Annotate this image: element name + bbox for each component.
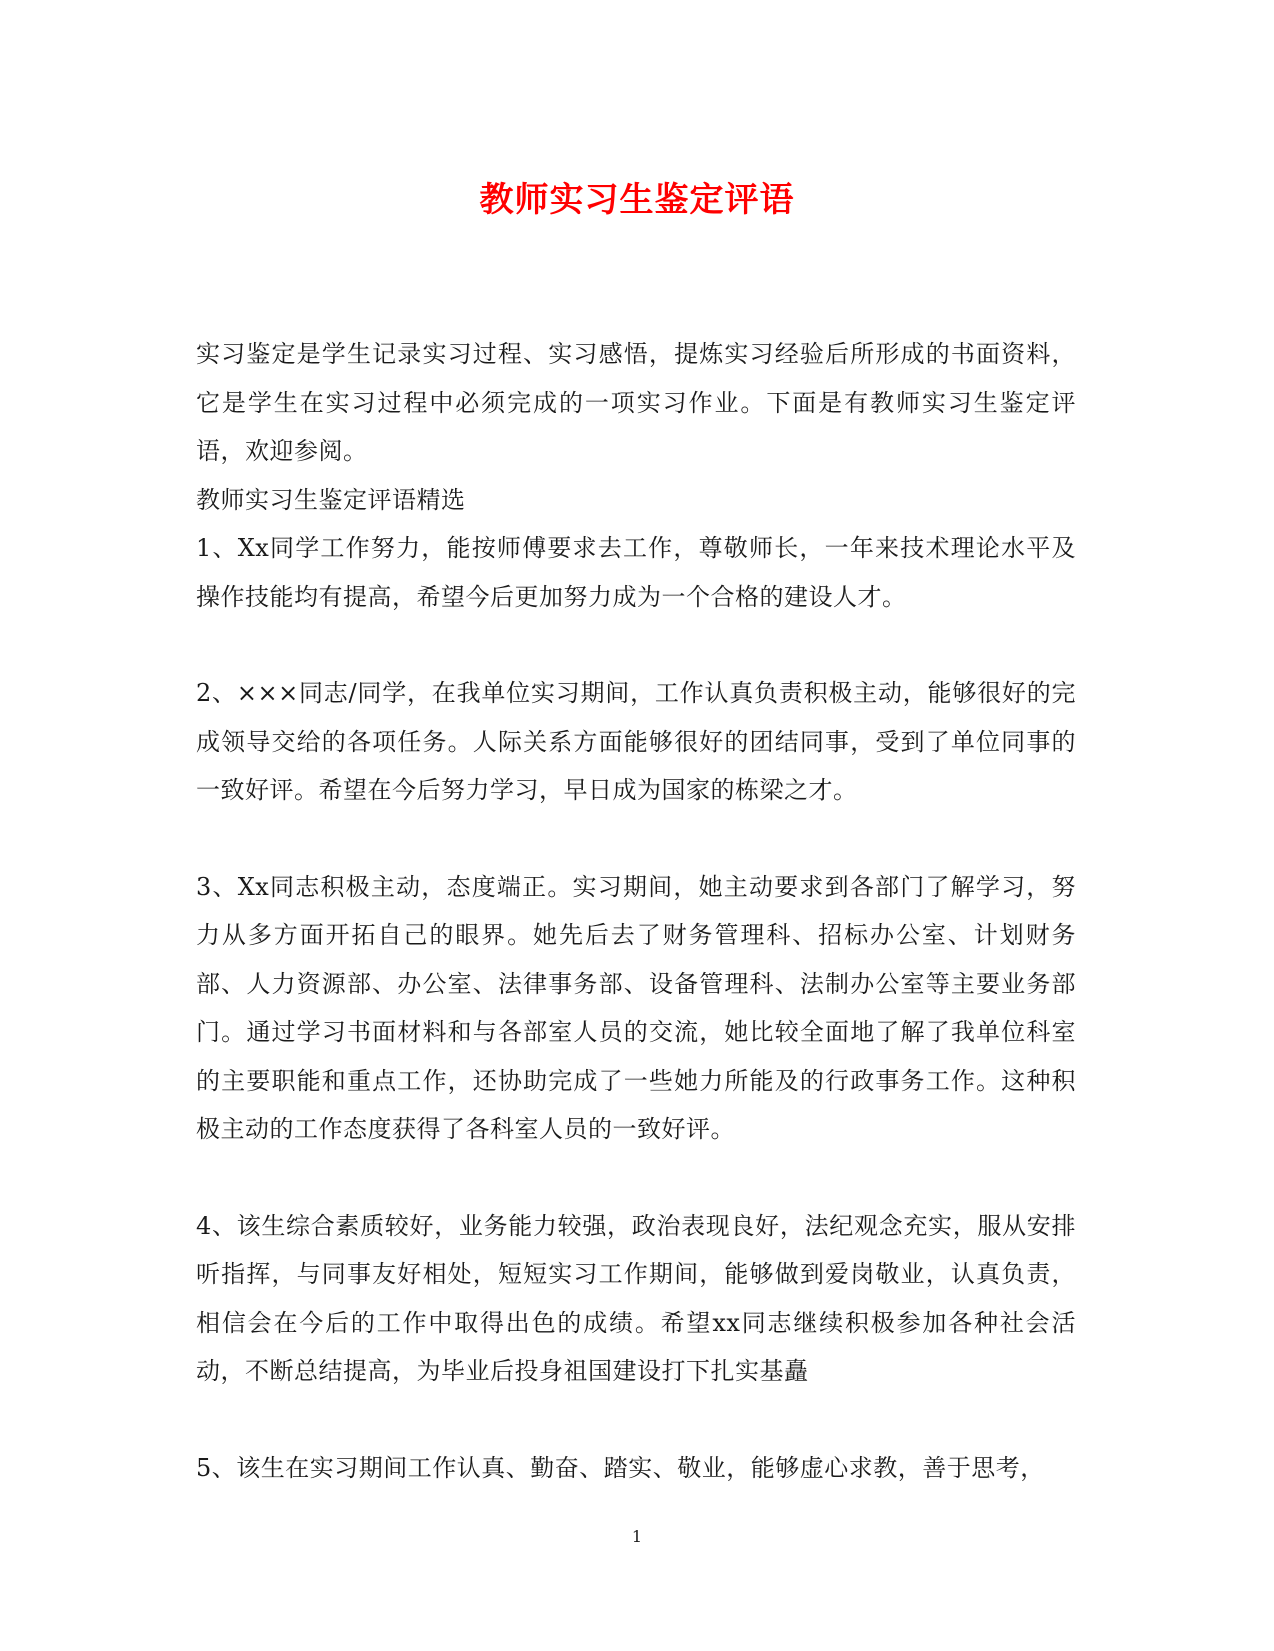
list-item: 2、×××同志/同学，在我单位实习期间，工作认真负责积极主动，能够很好的完成领导交给的各项任务。人际关系方面能够很好的团结同事，受到了单位同事的一致好评。希望在今后努力学习，早日成为国家的栋梁之才。 [196, 679, 1076, 804]
intro-paragraph: 实习鉴定是学生记录实习过程、实习感悟，提炼实习经验后所形成的书面资料，它是学生在实习过程中必须完成的一项实习作业。下面是有教师实习生鉴定评语，欢迎参阅。 [196, 340, 1076, 465]
document-title: 教师实习生鉴定评语 [479, 180, 795, 220]
section-heading: 教师实习生鉴定评语精选 [196, 485, 466, 514]
document-body [196, 330, 1076, 1492]
list-item: 3、Xx同志积极主动，态度端正。实习期间，她主动要求到各部门了解学习，努力从多方面开拓自己的眼界。她先后去了财务管理科、招标办公室、计划财务部、人力资源部、办公室、法律事务部、设备管理科、法制办公室等主要业务部门。通过学习书面材料和与各部室人员的交流，她比较全面地了解了我单位科室的主要职能和重点工作，还协助完成了一些她力所能及的行政事务工作。这种积极主动的工作态度获得了各科室人员的一致好评。 [196, 872, 1076, 1143]
list-item: 5、该生在实习期间工作认真、勤奋、踏实、敬业，能够虚心求教，善于思考， [196, 1453, 1045, 1482]
list-item: 4、该生综合素质较好，业务能力较强，政治表现良好，法纪观念充实，服从安排听指挥，与同事友好相处，短短实习工作期间，能够做到爱岗敬业，认真负责，相信会在今后的工作中取得出色的成绩。希望xx同志继续积极参加各种社会活动，不断总结提高，为毕业后投身祖国建设打下扎实基矗 [196, 1211, 1076, 1385]
page-number: 1 [631, 1527, 643, 1546]
list-item: 1、Xx同学工作努力，能按师傅要求去工作，尊敬师长，一年来技术理论水平及操作技能均有提高，希望今后更加努力成为一个合格的建设人才。 [196, 534, 1076, 611]
